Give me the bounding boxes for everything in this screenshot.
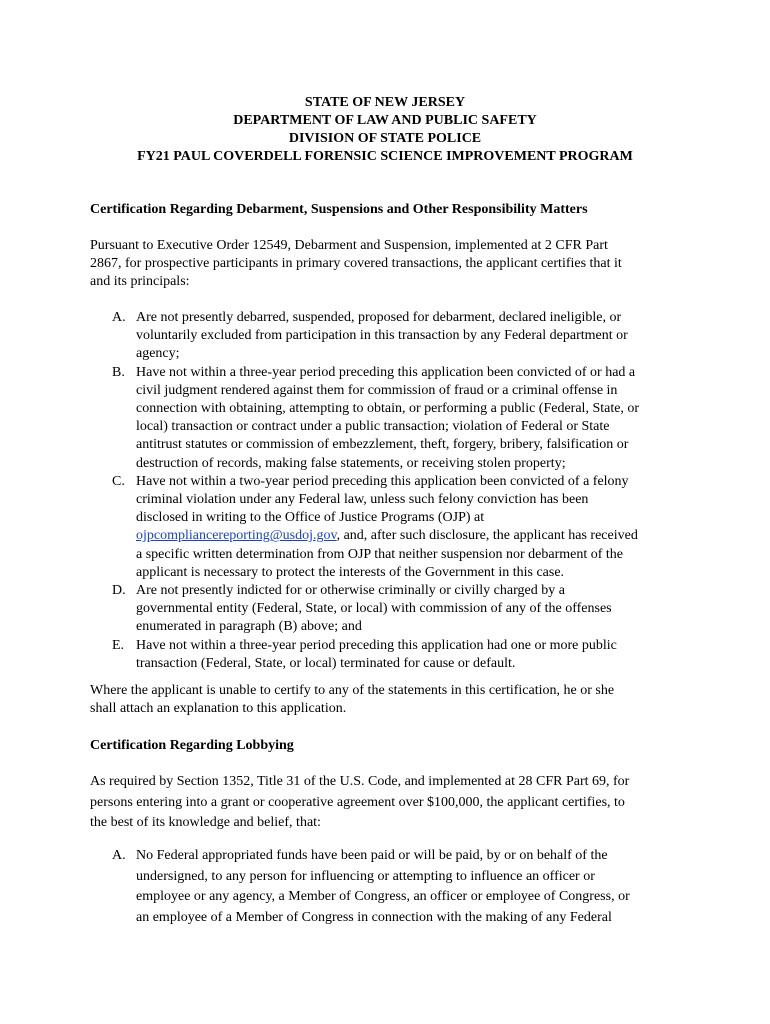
list-item-line: voluntarily excluded from participation in this transaction by any Federal department or: [136, 328, 628, 344]
document-header: [0, 94, 770, 166]
paragraph-line: As required by Section 1352, Title 31 of the U.S. Code, and implemented at 28 CFR Part 69, for: [90, 774, 630, 789]
paragraph-line: the best of its knowledge and belief, that:: [90, 815, 321, 831]
list-item-line: antitrust statutes or commission of embezzlement, theft, forgery, bribery, falsification or: [136, 437, 629, 453]
list-item: [112, 846, 692, 929]
list-item-letter: D.: [112, 583, 126, 599]
lobbying-heading: Certification Regarding Lobbying: [90, 738, 294, 753]
list-item-letter: A.: [112, 848, 126, 863]
list-item-letter: E.: [112, 637, 125, 653]
list-item-line: Are not presently indicted for or otherwise criminally or civilly charged by a: [136, 583, 565, 599]
list-item-line: disclosed in writing to the Office of Justice Programs (OJP) at: [136, 510, 485, 526]
list-item-line: [136, 527, 692, 545]
list-item-line: criminal violation under any Federal law, unless such felony conviction has been: [136, 492, 589, 508]
list-item-line: employee or any agency, a Member of Congress, an officer or employee of Congress, or: [136, 889, 630, 905]
list-item-line: local) transaction or contract under a public transaction; violation of Federal or State: [136, 419, 610, 435]
paragraph-line: Where the applicant is unable to certify to any of the statements in this certification, he or she: [90, 683, 615, 698]
list-item-letter: C.: [112, 473, 125, 489]
list-item-letter: B.: [112, 364, 125, 380]
lobbying-list: [112, 846, 692, 929]
debarment-intro: [90, 237, 690, 292]
list-item-line: transaction (Federal, State, or local) terminated for cause or default.: [136, 655, 516, 671]
list-item: [112, 582, 692, 637]
list-item-line: connection with obtaining, attempting to obtain, or performing a public (Federal, State, or: [136, 401, 640, 417]
list-item: [112, 473, 692, 582]
lobbying-intro: [90, 772, 690, 834]
list-item: [112, 364, 692, 473]
list-item-line: No Federal appropriated funds have been paid or will be paid, by or on behalf of the: [136, 848, 608, 863]
list-item-line: applicant is necessary to protect the interests of the Government in this case.: [136, 564, 565, 580]
list-item-line: enumerated in paragraph (B) above; and: [136, 619, 362, 635]
list-item-line: governmental entity (Federal, State, or local) with commission of any of the offenses: [136, 601, 612, 617]
header-program: FY21 PAUL COVERDELL FORENSIC SCIENCE IMPROVEMENT PROGRAM: [137, 149, 633, 164]
list-item: [112, 309, 692, 364]
paragraph-line: persons entering into a grant or cooperative agreement over $100,000, the applicant certifies, to: [90, 794, 625, 810]
list-item-line: agency;: [136, 346, 180, 362]
list-item-line: undersigned, to any person for influencing or attempting to influence an officer or: [136, 868, 595, 884]
list-item-letter: A.: [112, 310, 126, 325]
list-item: [112, 637, 692, 673]
list-item-line: Have not within a three-year period preceding this application had one or more public: [136, 637, 617, 653]
debarment-list: [112, 309, 692, 673]
email-tail-text: , and, after such disclosure, the applicant has received: [336, 528, 638, 544]
paragraph-line: 2867, for prospective participants in primary covered transactions, the applicant certifies that it: [90, 256, 622, 272]
list-item-line: Have not within a two-year period preceding this application been convicted of a felony: [136, 473, 629, 489]
list-item-line: Are not presently debarred, suspended, proposed for debarment, declared ineligible, or: [136, 310, 622, 325]
list-item-line: destruction of records, making false statements, or receiving stolen property;: [136, 455, 566, 471]
header-division: DIVISION OF STATE POLICE: [288, 131, 482, 146]
oj-compliance-email-link[interactable]: ojpcompliancereporting@usdoj.gov: [136, 528, 337, 544]
paragraph-line: shall attach an explanation to this application.: [90, 701, 347, 717]
header-state: STATE OF NEW JERSEY: [304, 95, 466, 110]
paragraph-line: Pursuant to Executive Order 12549, Debarment and Suspension, implemented at 2 CFR Part: [90, 238, 608, 253]
list-item-line: a specific written determination from OJP that neither suspension nor debarment of the: [136, 546, 624, 562]
debarment-heading: Certification Regarding Debarment, Suspensions and Other Responsibility Matters: [90, 202, 588, 217]
list-item-line: Have not within a three-year period preceding this application been convicted of or had a: [136, 364, 636, 380]
list-item-line: civil judgment rendered against them for commission of fraud or a criminal offense in: [136, 382, 618, 398]
header-department: DEPARTMENT OF LAW AND PUBLIC SAFETY: [233, 113, 537, 128]
debarment-closing: [90, 682, 690, 718]
paragraph-line: and its principals:: [90, 274, 190, 290]
list-item-line: an employee of a Member of Congress in connection with the making of any Federal: [136, 910, 612, 926]
